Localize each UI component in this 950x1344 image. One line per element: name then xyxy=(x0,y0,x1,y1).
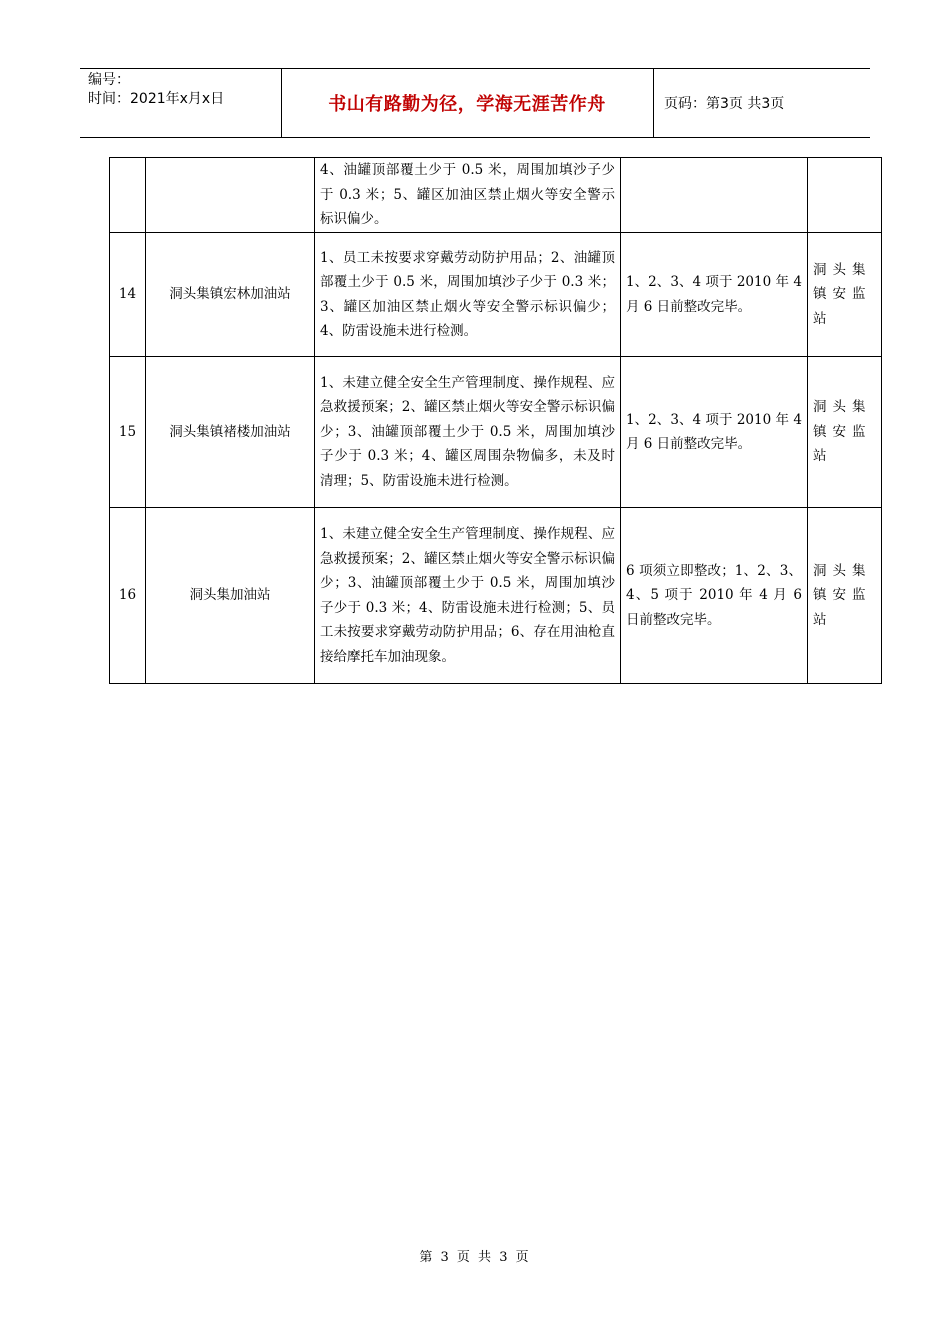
table-row xyxy=(110,233,882,357)
header-divider xyxy=(653,69,654,137)
responsible-dept: 洞头集镇安监站 xyxy=(808,508,882,684)
row-number: 16 xyxy=(110,508,146,684)
station-name xyxy=(146,158,315,233)
rectification-cell: 1、2、3、4 项于 2010 年 4 月 6 日前整改完毕。 xyxy=(621,233,808,357)
responsible-dept: 洞头集镇安监站 xyxy=(808,357,882,508)
page-footer: 第 3 页 共 3 页 xyxy=(419,1250,531,1265)
document-number-label: 编号： xyxy=(88,72,130,88)
table-row xyxy=(110,357,882,508)
problems-cell: 1、未建立健全安全生产管理制度、操作规程、应急救援预案；2、罐区禁止烟火等安全警示标识偏少；3、油罐顶部覆土少于 0.5 米，周围加填沙子少于 0.3 米；4、罐区周围杂物偏多，未及时清理；5、防雷设施未进行检测。 xyxy=(315,357,621,508)
rectification-cell: 1、2、3、4 项于 2010 年 4 月 6 日前整改完毕。 xyxy=(621,357,808,508)
row-number: 15 xyxy=(110,357,146,508)
table-row xyxy=(110,158,882,233)
rectification-cell: 6 项须立即整改；1、2、3、4、5 项于 2010 年 4 月 6 日前整改完毕。 xyxy=(621,508,808,684)
header-meta xyxy=(88,71,224,109)
row-number: 14 xyxy=(110,233,146,357)
responsible-dept: 洞头集镇安监站 xyxy=(808,233,882,357)
header-motto: 书山有路勤为径，学海无涯苦作舟 xyxy=(328,94,606,115)
problems-cell: 4、油罐顶部覆土少于 0.5 米，周围加填沙子少于 0.3 米；5、罐区加油区禁止烟火等安全警示标识偏少。 xyxy=(315,158,621,233)
station-name: 洞头集镇宏林加油站 xyxy=(146,233,315,357)
document-date: 时间：2021年x月x日 xyxy=(88,91,225,107)
station-name: 洞头集镇褚楼加油站 xyxy=(146,357,315,508)
responsible-dept xyxy=(808,158,882,233)
problems-cell: 1、未建立健全安全生产管理制度、操作规程、应急救援预案；2、罐区禁止烟火等安全警示标识偏少；3、油罐顶部覆土少于 0.5 米，周围加填沙子少于 0.3 米；4、防雷设施未进行检测；5、员工未按要求穿戴劳动防护用品；6、存在用油枪直接给摩托车加油现象。 xyxy=(315,508,621,684)
header-page-info: 页码：第3页 共3页 xyxy=(664,96,785,112)
rectification-cell xyxy=(621,158,808,233)
table-row xyxy=(110,508,882,684)
inspection-table xyxy=(109,157,882,684)
page-header xyxy=(80,68,870,138)
station-name: 洞头集加油站 xyxy=(146,508,315,684)
row-number xyxy=(110,158,146,233)
problems-cell: 1、员工未按要求穿戴劳动防护用品；2、油罐顶部覆土少于 0.5 米，周围加填沙子少于 0.3 米；3、罐区加油区禁止烟火等安全警示标识偏少；4、防雷设施未进行检测。 xyxy=(315,233,621,357)
